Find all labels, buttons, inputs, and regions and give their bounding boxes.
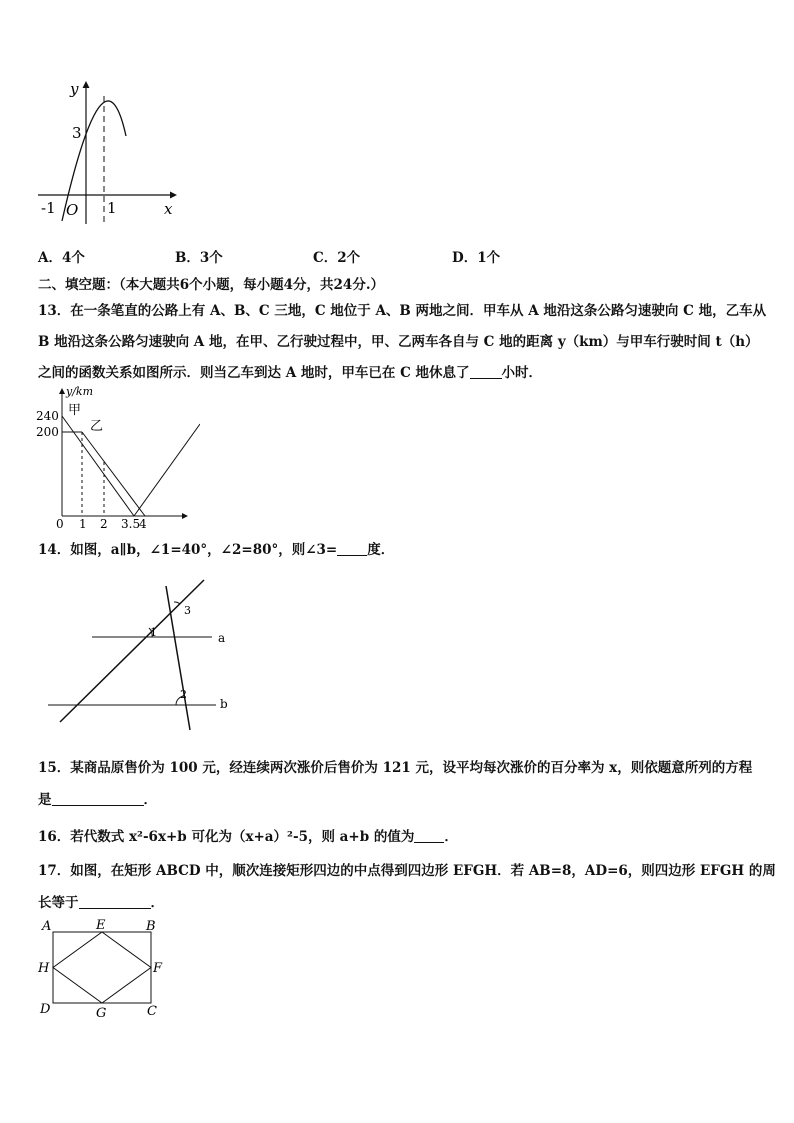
line-return [134,424,200,516]
y-label: y [70,80,79,98]
x-tick-3-5: 3.5 [121,517,141,531]
q14-parallel-lines-figure [40,572,240,732]
x-tick-4: 4 [139,517,147,531]
series-yi-label: 乙 [90,419,104,434]
label-E: E [96,918,106,933]
label-a: a [218,631,226,645]
q17-answer-blank[interactable] [79,894,151,909]
x-axis-arrow-icon [170,192,177,199]
q13-line1: 13．在一条笔直的公路上有 A、B、C 三地，C 地位于 A、B 两地之间．甲车从 A 地沿这条公路匀速驶向 C 地，乙车从 [38,303,767,319]
label-angle-3: 3 [184,604,191,617]
y-axis-arrow-icon [83,81,90,88]
label-F: F [153,961,163,976]
option-b: B．3个 [175,250,223,266]
label-b: b [220,697,228,711]
q14-answer-blank[interactable] [337,541,367,556]
q15-line2-end: ． [143,792,157,808]
y-axis-arrow-icon [59,388,65,394]
option-a: A．4个 [38,250,85,266]
x-mark-neg1: -1 [41,199,56,217]
label-angle-2: 2 [180,688,187,701]
q13-line3-end: 小时． [501,365,543,381]
q15-line2-text: 是 [38,792,52,808]
q13-line3 [38,364,542,382]
q14-text-end: 度． [367,542,395,558]
label-angle-1: 1 [150,626,157,639]
q14-text [38,541,394,559]
label-C: C [147,1004,157,1019]
section-title: 二、填空题：（本大题共6个小题，每小题4分，共24分.） [38,277,385,293]
y-tick-240: 240 [36,409,59,423]
q17-line2 [38,894,164,912]
x-mark-1: 1 [107,199,117,217]
label-A: A [42,919,52,934]
label-D: D [40,1002,51,1017]
label-H: H [38,961,50,976]
y-tick-200: 200 [36,425,59,439]
rectangle-abcd [53,932,151,1003]
q13-line2: B 地沿这条公路匀速驶向 A 地，在甲、乙行驶过程中，甲、乙两车各自与 C 地的距离 y（km）与甲车行驶时间 t（h） [38,334,759,350]
q16-answer-blank[interactable] [414,828,444,843]
q13-distance-time-graph [30,386,200,534]
q17-line2-text: 长等于 [38,895,79,911]
t-axis-arrow-icon [182,513,188,519]
q15-line1: 15．某商品原售价为 100 元，经连续两次涨价后售价为 121 元，设平均每次涨价的百分率为 x，则依题意所列的方程 [38,760,753,776]
q17-line1: 17．如图，在矩形 ABCD 中，顺次连接矩形四边的中点得到四边形 EFGH．若 AB=8，AD=6，则四边形 EFGH 的周 [38,863,776,879]
line-yi [82,432,145,516]
y-axis-label: y/km [66,386,94,398]
x-tick-1: 1 [79,517,87,531]
q15-answer-blank[interactable] [52,791,144,806]
option-c: C．2个 [313,250,361,266]
q16-text [38,828,458,846]
quadrilateral-efgh [53,932,151,1003]
q13-line3-text: 之间的函数关系如图所示．则当乙车到达 A 地时，甲车已在 C 地休息了 [38,365,470,381]
label-B: B [146,919,156,934]
label-G: G [96,1006,107,1021]
q14-text-main: 14．如图，a∥b，∠1=40°，∠2=80°，则∠3= [38,542,338,558]
origin-label: O [66,201,79,219]
x-label: x [164,200,173,218]
angle-3-arc [174,602,180,604]
y-mark-3: 3 [72,124,82,142]
x-tick-0: 0 [56,517,64,531]
q16-text-main: 16．若代数式 x²-6x+b 可化为（x+a）²-5，则 a+b 的值为 [38,829,415,845]
q12-parabola-graph [30,76,180,226]
series-jia-label: 甲 [68,403,82,418]
q16-text-end: ． [444,829,458,845]
q13-answer-blank[interactable] [470,364,502,379]
q17-rectangle-figure [32,916,172,1022]
option-d: D．1个 [452,250,501,266]
x-tick-2: 2 [100,517,108,531]
q15-line2 [38,791,157,809]
q17-line2-end: ． [150,895,164,911]
